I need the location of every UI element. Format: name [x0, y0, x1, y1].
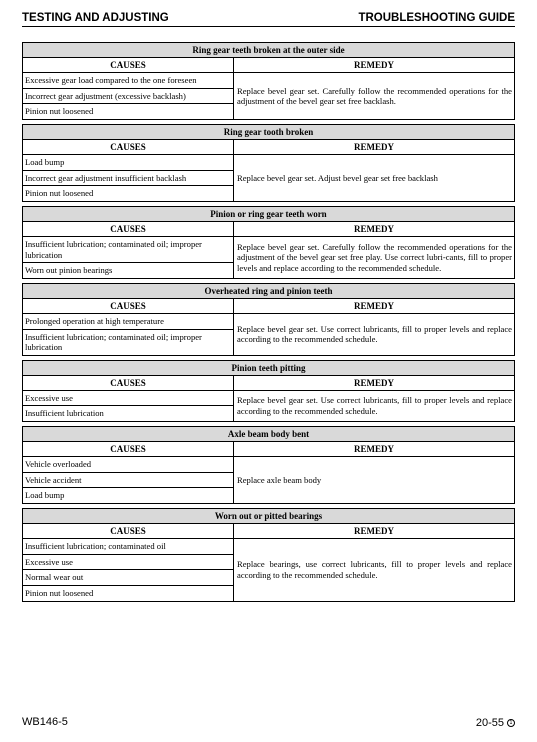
table-body [23, 237, 514, 278]
table-title: Overheated ring and pinion teeth [23, 284, 514, 299]
troubleshooting-tables [22, 42, 515, 606]
table-header-row [23, 299, 514, 314]
cause-cell: Normal wear out [23, 570, 233, 586]
cause-cell: Prolonged operation at high temperature [23, 314, 233, 330]
causes-list [23, 539, 234, 601]
remedy-column-header: REMEDY [354, 377, 394, 388]
remedy-cell: Replace bevel gear set. Carefully follow the recommended operations for the adjustment of the bevel gear set free play. Use correct lubri-cants, fill to proper levels and replace according to the recommended schedule. [237, 241, 512, 273]
table-body [23, 457, 514, 503]
remedy-column-header: REMEDY [354, 224, 394, 234]
table-header-row [23, 442, 514, 457]
causes-column-header: CAUSES [23, 442, 234, 456]
page-number: 20-55 [475, 716, 504, 729]
causes-column-header: CAUSES [23, 58, 234, 72]
cause-cell: Insufficient lubrication; contaminated oil; improper lubrication [23, 237, 233, 263]
troubleshooting-table [22, 283, 515, 356]
remedy-cell: Replace bevel gear set. Use correct lubricants, fill to proper levels and replace according to the recommended schedule. [237, 395, 512, 416]
table-title: Pinion or ring gear teeth worn [23, 207, 514, 222]
cause-cell: Worn out pinion bearings [25, 265, 113, 276]
table-body [23, 391, 514, 422]
causes-column-header: CAUSES [23, 376, 234, 390]
cause-cell: Pinion nut loosened [25, 188, 94, 199]
remedy-column-header: REMEDY [354, 526, 394, 536]
troubleshooting-table [22, 124, 515, 202]
table-title: Worn out or pitted bearings [23, 509, 514, 524]
causes-list [23, 391, 234, 422]
remedy-cell: Replace bevel gear set. Carefully follow the recommended operations for the adjustment of the bevel gear set free backlash. [237, 85, 512, 106]
remedy-cell: Replace bearings, use correct lubricants, fill to proper levels and replace according to the recommended schedule. [237, 559, 512, 580]
causes-column-header: CAUSES [23, 140, 234, 154]
troubleshooting-table [22, 42, 515, 120]
troubleshooting-table [22, 426, 515, 504]
table-title: Pinion teeth pitting [23, 361, 514, 376]
causes-column-header: CAUSES [23, 222, 234, 236]
footer-model: WB146-5 [22, 716, 68, 728]
table-header-row [23, 58, 514, 73]
remedy-cell: Replace bevel gear set. Use correct lubricants, fill to proper levels and replace according to the recommended schedule. [237, 323, 512, 345]
remedy-column-header: REMEDY [354, 301, 394, 311]
causes-list [23, 314, 234, 355]
table-body [23, 73, 514, 119]
causes-list [23, 73, 234, 119]
table-body [23, 155, 514, 201]
cause-cell: Excessive gear load compared to the one foreseen [23, 73, 233, 89]
causes-list [23, 237, 234, 278]
cause-cell: Vehicle accident [23, 473, 233, 489]
table-body [23, 314, 514, 355]
remedy-cell: Replace axle beam body [237, 474, 322, 485]
table-header-row [23, 140, 514, 155]
causes-list [23, 155, 234, 201]
header-section-title: TESTING AND ADJUSTING [22, 12, 169, 24]
causes-list [23, 457, 234, 503]
cause-cell: Pinion nut loosened [25, 587, 94, 598]
troubleshooting-table [22, 508, 515, 602]
cause-cell: Insufficient lubrication [25, 408, 104, 419]
cause-cell: Excessive use [23, 555, 233, 571]
remedy-column-header: REMEDY [354, 142, 394, 152]
header-guide-title: TROUBLESHOOTING GUIDE [358, 12, 515, 24]
header-rule [22, 26, 515, 27]
cause-cell: Insufficient lubrication; contaminated oil; improper lubrication [25, 331, 202, 352]
remedy-cell: Replace bevel gear set. Adjust bevel gear set free backlash [237, 172, 438, 183]
cause-cell: Excessive use [23, 391, 233, 407]
causes-column-header: CAUSES [23, 524, 234, 538]
cause-cell: Vehicle overloaded [23, 457, 233, 473]
cause-cell: Insufficient lubrication; contaminated oil [23, 539, 233, 555]
remedy-column-header: REMEDY [354, 60, 394, 70]
table-header-row [23, 376, 514, 391]
cause-cell: Incorrect gear adjustment insufficient backlash [23, 171, 233, 187]
table-header-row [23, 222, 514, 237]
footer-page [476, 716, 515, 730]
revision-circle-icon: 1 [507, 719, 515, 727]
table-title: Ring gear teeth broken at the outer side [23, 43, 514, 58]
cause-cell: Incorrect gear adjustment (excessive backlash) [23, 89, 233, 105]
causes-column-header: CAUSES [23, 299, 234, 313]
table-title: Axle beam body bent [23, 427, 514, 442]
remedy-column-header: REMEDY [354, 444, 394, 454]
troubleshooting-table [22, 360, 515, 423]
cause-cell: Load bump [23, 155, 233, 171]
cause-cell: Pinion nut loosened [25, 106, 94, 117]
table-header-row [23, 524, 514, 539]
cause-cell: Load bump [25, 490, 65, 501]
troubleshooting-table [22, 206, 515, 279]
table-body [23, 539, 514, 601]
table-title: Ring gear tooth broken [23, 125, 514, 140]
